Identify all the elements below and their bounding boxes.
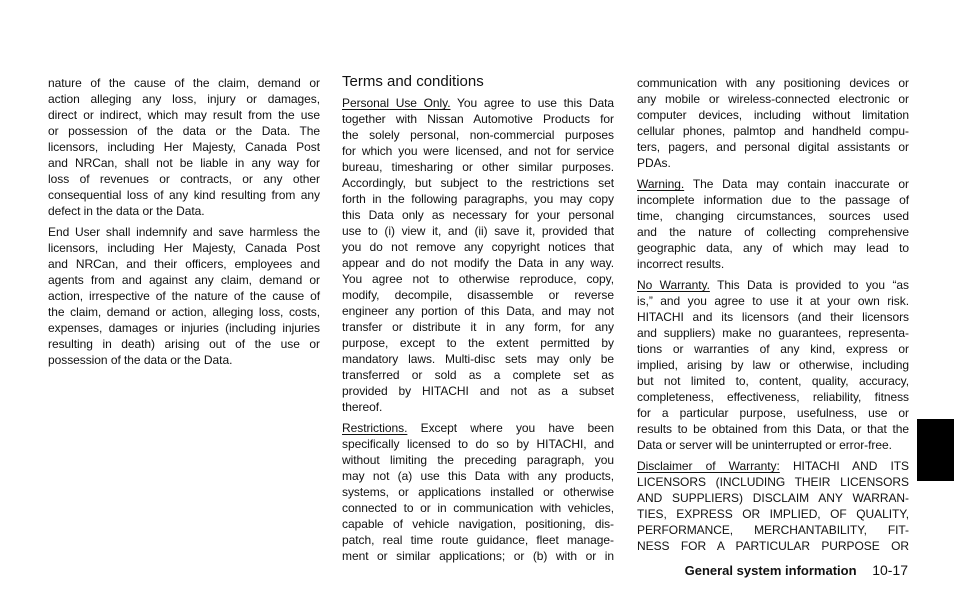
- text-line: and the nature of collecting comprehensive: [637, 225, 909, 239]
- text-line: the claim, demand or action, alleging loss, costs,: [48, 305, 320, 319]
- text-line: and suppliers) make no guarantees, representa-: [637, 326, 909, 340]
- text-line: together with Nissan Automotive Products for: [342, 112, 614, 126]
- column-1: [48, 75, 320, 373]
- text-line: modify, decompile, disassemble or reverse: [342, 288, 614, 302]
- text-line: loss of revenues or contracts, or any other: [48, 172, 320, 186]
- text-line: mandatory laws. Multi-disc sets may only be: [342, 352, 614, 366]
- page-footer: [685, 562, 908, 578]
- text-line: licensors, including Her Majesty, Canada Post: [48, 140, 320, 154]
- paragraph: [637, 458, 909, 554]
- text-line: ment or similar applications; or (b) with or in: [342, 549, 614, 563]
- text-line: incomplete information due to the passage of: [637, 193, 909, 207]
- section-heading: Terms and conditions: [342, 73, 484, 90]
- text-line: transferred or sold as a complete set as: [342, 368, 614, 382]
- text-line: resulting in death) arising out of the use or: [48, 337, 320, 351]
- paragraph: [637, 176, 909, 272]
- text-line: action alleging any loss, injury or damages,: [48, 92, 320, 106]
- paragraph-lead: Disclaimer of Warranty:: [637, 459, 780, 473]
- text-line: and NRCan, and their officers, employees and: [48, 257, 320, 271]
- text-line: completeness, effectiveness, reliability, fitness: [637, 390, 909, 404]
- text-line: engineer any portion of this Data, and may not: [342, 304, 614, 318]
- paragraph: [342, 420, 614, 564]
- section-title: General system information: [684, 563, 857, 578]
- text-line: computer devices, including without limitation: [637, 108, 909, 122]
- text-line: defect in the data or the Data.: [48, 204, 205, 218]
- text-line: possession of the data or the Data.: [48, 353, 233, 367]
- text-line: incorrect results.: [637, 257, 725, 271]
- text-line: specifically licensed to do so by HITACHI, and: [342, 437, 614, 451]
- text-line: thereof.: [342, 400, 383, 414]
- text-line: cellular phones, palmtop and handheld compu-: [637, 124, 909, 138]
- text-line: you do not remove any copyright notices that: [342, 240, 614, 254]
- column-2: [342, 74, 614, 569]
- text-line: nature of the cause of the claim, demand or: [48, 76, 320, 90]
- text-line: [637, 277, 909, 293]
- text-line: purpose, except to the extent permitted by: [342, 336, 614, 350]
- text-line: Accordingly, but subject to the restrictions set: [342, 176, 614, 190]
- paragraph-lead: Warning.: [637, 177, 685, 191]
- text-line: PERFORMANCE, MERCHANTABILITY, FIT-: [637, 523, 909, 537]
- text-line: AND SUPPLIERS) DISCLAIM ANY WARRAN-: [637, 491, 909, 505]
- text-line: End User shall indemnify and save harmless the: [48, 225, 320, 239]
- text-line: consequential loss of any kind resulting from any: [48, 188, 320, 202]
- text-line: LICENSORS (INCLUDING THEIR LICENSORS: [637, 475, 909, 489]
- text-line: communication with any positioning devices or: [637, 76, 909, 90]
- text-line: this Data only as necessary for your personal: [342, 208, 614, 222]
- text-line: implied, arising by law or otherwise, including: [637, 358, 909, 372]
- text-line: bureau, timesharing or other similar purposes.: [342, 160, 614, 174]
- text-line: for which you were licensed, and not for service: [342, 144, 614, 158]
- text-line: or possession of the data or the Data. The: [48, 124, 320, 138]
- line-text: Except where you have been: [420, 421, 614, 435]
- text-line: capable of vehicle navigation, positioning, dis-: [342, 517, 614, 531]
- text-line: but not limited to, content, quality, accuracy,: [637, 374, 909, 388]
- line-text: HITACHI AND ITS: [792, 459, 910, 473]
- text-line: licensors, including Her Majesty, Canada Post: [48, 241, 320, 255]
- text-line: HITACHI and its licensors (and their licensors: [637, 310, 909, 324]
- line-text: You agree to use this Data: [457, 96, 614, 110]
- paragraph: [48, 75, 320, 219]
- text-line: may not (a) use this Data with any products,: [342, 469, 614, 483]
- paragraph-lead: No Warranty.: [637, 278, 710, 292]
- text-line: tions or warranties of any kind, express or: [637, 342, 909, 356]
- line-text: The Data may contain inaccurate or: [692, 177, 909, 191]
- text-line: appear and do not modify the Data in any way.: [342, 256, 614, 270]
- text-line: Data or server will be uninterrupted or error-free.: [637, 438, 892, 452]
- text-line: patch, real time route guidance, fleet manage-: [342, 533, 614, 547]
- text-line: [637, 458, 909, 474]
- text-line: is,” and you agree to use it at your own risk.: [637, 294, 909, 308]
- text-line: PDAs.: [637, 156, 671, 170]
- text-line: the solely personal, non-commercial purposes: [342, 128, 614, 142]
- text-line: forth in the following paragraphs, you may copy: [342, 192, 614, 206]
- paragraph-lead: Personal Use Only.: [342, 96, 451, 110]
- text-line: You agree not to otherwise reproduce, copy,: [342, 272, 614, 286]
- text-line: action, irrespective of the nature of the cause of: [48, 289, 320, 303]
- text-line: TIES, EXPRESS OR IMPLIED, OF QUALITY,: [637, 507, 909, 521]
- text-line: geographic data, any of which may lead to: [637, 241, 909, 255]
- page-number: 10-17: [872, 562, 908, 578]
- chapter-tab: [917, 419, 954, 481]
- text-line: transfer or distribute it in any form, for any: [342, 320, 614, 334]
- text-line: results to be obtained from this Data, or that the: [637, 422, 909, 436]
- paragraph: [48, 224, 320, 368]
- text-line: connected to or in communication with vehicles,: [342, 501, 614, 515]
- text-line: [637, 176, 909, 192]
- text-line: ters, pagers, and personal digital assistants or: [637, 140, 909, 154]
- paragraph: [342, 95, 614, 415]
- text-line: and NRCan, shall not be liable in any way for: [48, 156, 320, 170]
- text-line: provided by HITACHI and not as a subset: [342, 384, 614, 398]
- text-line: direct or indirect, which may result from the use: [48, 108, 320, 122]
- text-line: expenses, damages or injuries (including injuries: [48, 321, 320, 335]
- text-line: NESS FOR A PARTICULAR PURPOSE OR: [637, 539, 909, 553]
- column-3: [637, 75, 909, 559]
- paragraph: [637, 75, 909, 171]
- paragraph: [637, 277, 909, 453]
- text-line: [342, 95, 614, 111]
- text-line: time, changing circumstances, sources used: [637, 209, 909, 223]
- text-line: [342, 420, 614, 436]
- text-line: for a particular purpose, usefulness, use or: [637, 406, 909, 420]
- paragraph-lead: Restrictions.: [342, 421, 408, 435]
- text-line: agents from and against any claim, demand or: [48, 273, 320, 287]
- line-text: This Data is provided to you “as: [717, 278, 909, 292]
- text-line: systems, or applications installed or otherwise: [342, 485, 614, 499]
- text-line: use to (i) view it, and (ii) save it, provided that: [342, 224, 614, 238]
- text-line: without limiting the preceding paragraph, you: [342, 453, 614, 467]
- text-line: any mobile or wireless-connected electronic or: [637, 92, 909, 106]
